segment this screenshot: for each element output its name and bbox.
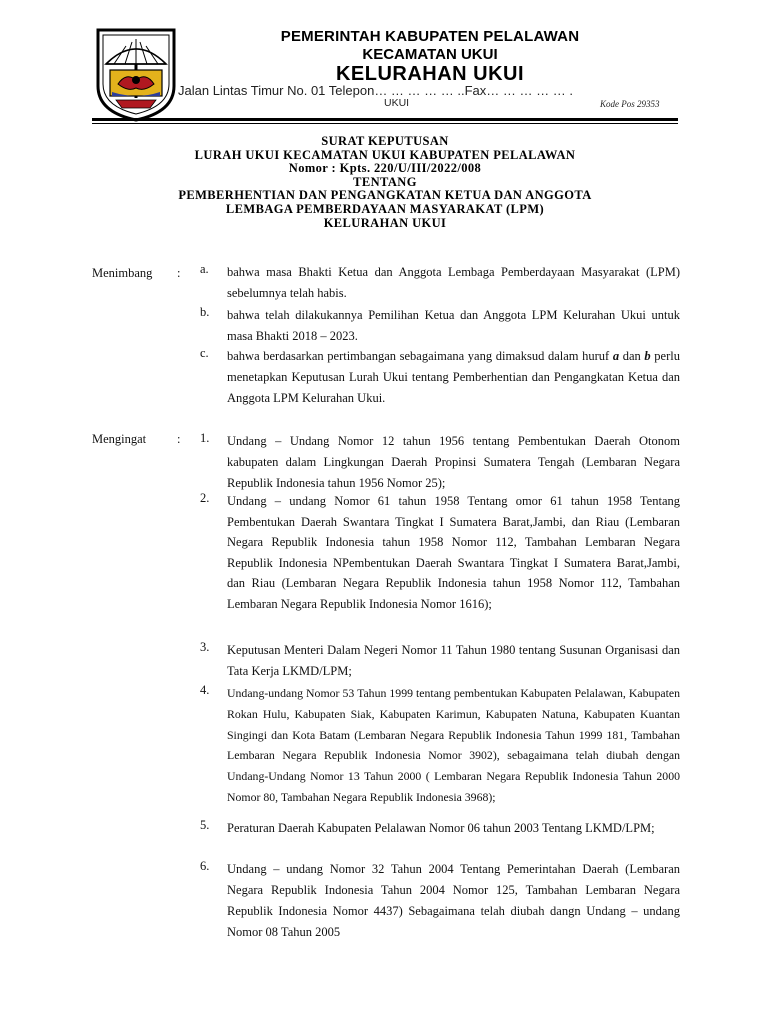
decree-issuer: LURAH UKUI KECAMATAN UKUI KABUPATEN PELALAWAN bbox=[194, 147, 576, 162]
kabupaten-pelalawan-emblem-icon bbox=[92, 26, 180, 122]
list-marker: c. bbox=[200, 346, 209, 360]
decree-subject-line1: PEMBERHENTIAN DAN PENGANGKATAN KETUA DAN ANGGOTA bbox=[178, 188, 592, 203]
list-marker: 6. bbox=[200, 859, 210, 873]
letterhead-city: UKUI bbox=[384, 97, 410, 109]
mengingat-item-4 bbox=[200, 683, 680, 808]
letterhead-address: Jalan Lintas Timur No. 01 Telepon… … … … … ..Fax… … … … … . bbox=[178, 83, 573, 98]
list-item-text: Undang – undang Nomor 32 Tahun 2004 Tentang Pemerintahan Daerah (Lembaran Negara Republik Indonesia Tahun 2004 Nomor 125, Tambahan Lembaran Negara Republik Indonesia Nomor 4437) Sebagaimana telah diubah dangn Undang – undang Nomor 08 Tahun 2005 bbox=[227, 862, 680, 939]
decree-about: TENTANG bbox=[353, 174, 417, 189]
mengingat-item-2 bbox=[200, 491, 680, 614]
letterhead-district: KECAMATAN UKUI bbox=[362, 46, 498, 63]
list-item-text: bahwa telah dilakukannya Pemilihan Ketua dan Anggota LPM Kelurahan Ukui untuk masa Bhakti 2018 – 2023. bbox=[227, 308, 680, 343]
mengingat-item-1 bbox=[200, 431, 680, 494]
decree-subject-line2: LEMBAGA PEMBERDAYAAN MASYARAKAT (LPM) bbox=[225, 201, 545, 216]
list-marker: 5. bbox=[200, 818, 210, 832]
mengingat-item-3 bbox=[200, 640, 680, 682]
decree-number: Nomor : Kpts. 220/U/III/2022/008 bbox=[288, 161, 482, 176]
menimbang-item-b bbox=[200, 305, 680, 347]
mengingat-colon: : bbox=[177, 432, 181, 446]
letterhead-postal-code: Kode Pos 29353 bbox=[600, 99, 660, 109]
list-item-text: Undang – Undang Nomor 12 tahun 1956 tentang Pembentukan Daerah Otonom kabupaten dalam Lingkungan Daerah Propinsi Sumatera Tengah (Lembaran Negara Republik Indonesia tahun 1956 Nomor 25); bbox=[227, 434, 680, 490]
menimbang-colon: : bbox=[177, 266, 181, 280]
menimbang-item-c bbox=[200, 346, 680, 409]
list-item-text: Undang – undang Nomor 61 tahun 1958 Tentang omor 61 tahun 1958 Tentang Pembentukan Daerah Swantara Tingkat I Sumatera Barat,Jambi, dan Riau (Lembaran Negara Republik Indonesia tahun 1958 Nomor 112, Tambahan Lembaran Negara Republik Indonesia NPembentukan Daerah Swantara Tingkat I Sumatera Barat,Jambi, dan Riau (Lembaran Negara Republik Indonesia tahun 1958 Nomor 112, Tambahan Lembaran Negara Republik Indonesia Nomor 1616); bbox=[227, 494, 680, 611]
decree-title-line: SURAT KEPUTUSAN bbox=[321, 134, 449, 148]
menimbang-label: Menimbang bbox=[92, 266, 153, 280]
letterhead bbox=[200, 28, 660, 85]
mengingat-label: Mengingat bbox=[92, 432, 147, 446]
list-marker: 2. bbox=[200, 491, 210, 505]
list-item-text bbox=[227, 346, 680, 409]
list-marker: b. bbox=[200, 305, 210, 319]
list-item-text: bahwa masa Bhakti Ketua dan Anggota Lembaga Pemberdayaan Masyarakat (LPM) sebelumnya telah habis. bbox=[227, 265, 680, 300]
decree-title bbox=[92, 135, 678, 230]
list-item-text: Peraturan Daerah Kabupaten Pelalawan Nomor 06 tahun 2003 Tentang LKMD/LPM; bbox=[227, 821, 655, 835]
list-item-text: Undang-undang Nomor 53 Tahun 1999 tentang pembentukan Kabupaten Pelalawan, Kabupaten Rokan Hulu, Kabupaten Siak, Kabupaten Karimun, Kabupaten Natuna, Kabupaten Kuantan Singingi dan Kota Batam (Lembaran Negara Republik Indonesia Tahun 1999 181, Tambahan Lembaran Negara Republik Indonesia Nomor 3902), sebagaimana telah diubah dengan Undang-Undang Nomor 13 Tahun 2000 ( Lembaran Negara Republik Indonesia Tahun 2000 Nomor 80, Tambahan Negara Republik Indonesia 3968); bbox=[227, 686, 680, 804]
mengingat-item-6 bbox=[200, 859, 680, 943]
menimbang-item-a bbox=[200, 262, 680, 304]
list-marker: 1. bbox=[200, 431, 210, 445]
list-marker: 4. bbox=[200, 683, 210, 697]
letterhead-regency: PEMERINTAH KABUPATEN PELALAWAN bbox=[280, 28, 580, 45]
letterhead-rule-thick bbox=[92, 118, 678, 121]
text-segment: bahwa berdasarkan pertimbangan sebagaimana yang dimaksud dalam huruf bbox=[227, 349, 613, 363]
emphasis-letter: b bbox=[644, 349, 651, 363]
emphasis-letter: a bbox=[612, 349, 620, 363]
text-segment: dan bbox=[619, 349, 645, 363]
text-segment: perlu menetapkan Keputusan Lurah Ukui tentang Pemberhentian dan Pengangkatan Ketua dan Anggota LPM Kelurahan Ukui. bbox=[227, 349, 680, 405]
letterhead-rule-thin bbox=[92, 123, 678, 124]
list-marker: a. bbox=[200, 262, 209, 276]
list-item-text: Keputusan Menteri Dalam Negeri Nomor 11 Tahun 1980 tentang Susunan Organisasi dan Tata Kerja LKMD/LPM; bbox=[227, 643, 680, 678]
decree-subject-line3: KELURAHAN UKUI bbox=[323, 215, 447, 230]
letterhead-village: KELURAHAN UKUI bbox=[335, 63, 525, 85]
mengingat-item-5 bbox=[200, 818, 680, 839]
list-marker: 3. bbox=[200, 640, 210, 654]
